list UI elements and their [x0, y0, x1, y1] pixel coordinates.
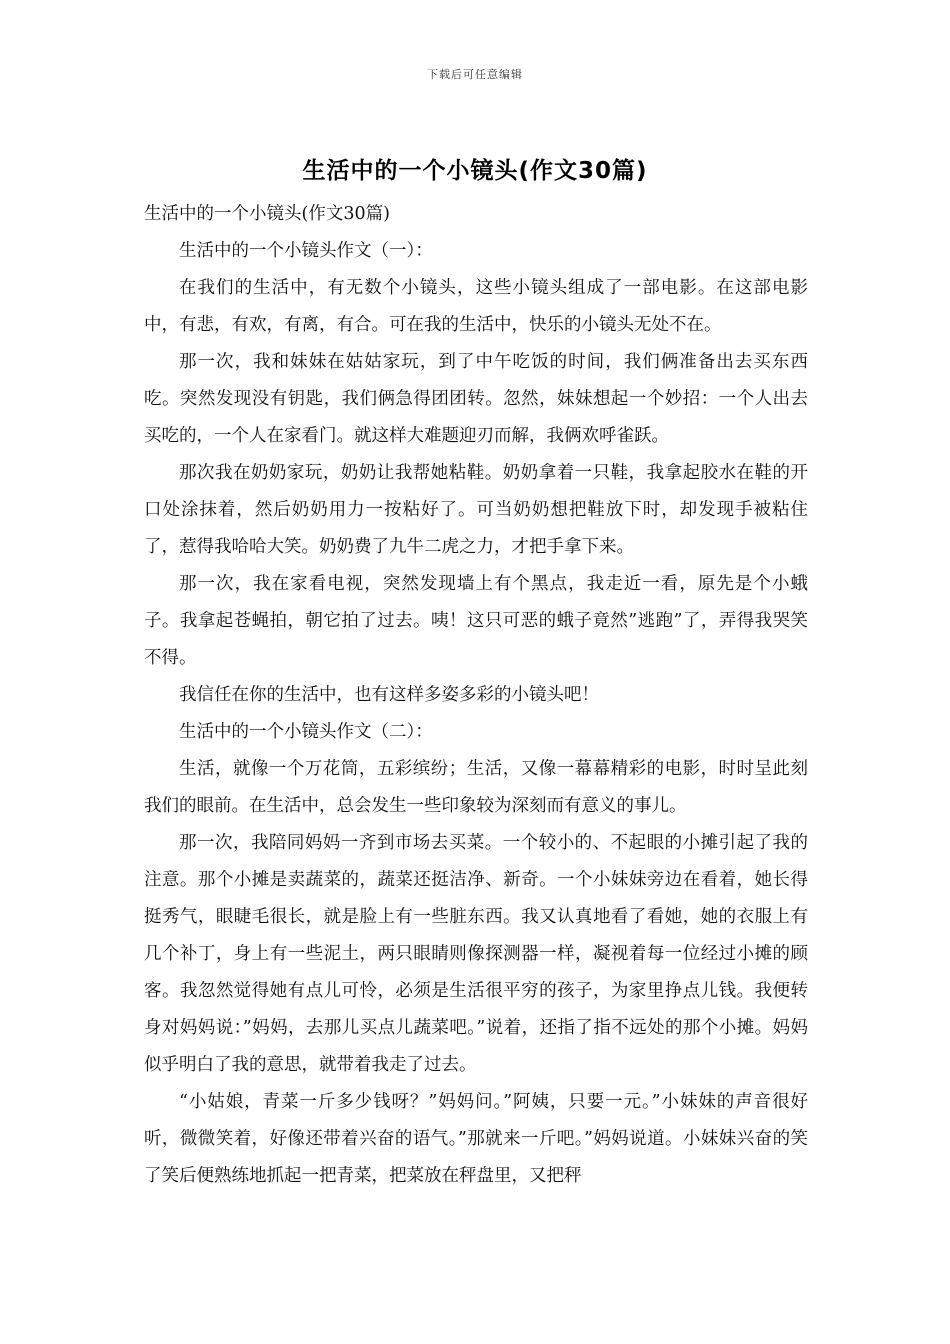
paragraph: 生活，就像一个万花筒，五彩缤纷；生活，又像一幕幕精彩的电影，时时呈此刻我们的眼前。在生活中，总会发生一些印象较为深刻而有意义的事儿。 — [144, 759, 808, 816]
document-subtitle: 生活中的一个小镜头(作文30篇) — [144, 204, 390, 224]
paragraph: 那一次，我陪同妈妈一齐到市场去买菜。一个较小的、不起眼的小摊引起了我的注意。那个小摊是卖蔬菜的，蔬菜还挺洁净、新奇。一个小妹妹旁边在看着，她长得挺秀气，眼睫毛很长，就是脸上有一些脏东西。我又认真地看了看她，她的衣服上有几个补丁，身上有一些泥土，两只眼睛则像探测器一样，凝视着每一位经过小摊的顾客。我忽然觉得她有点儿可怜，必须是生活很平穷的孩子，为家里挣点儿钱。我便转身对妈妈说：”妈妈，去那儿买点儿蔬菜吧。”说着，还指了指不远处的那个小摊。妈妈似乎明白了我的意思，就带着我走了过去。 — [144, 833, 808, 1075]
paragraph: 我信任在你的生活中，也有这样多姿多彩的小镜头吧！ — [179, 685, 599, 705]
section-heading: 生活中的一个小镜头作文（一）： — [179, 241, 433, 261]
paragraph: 那次我在奶奶家玩，奶奶让我帮她粘鞋。奶奶拿着一只鞋，我拿起胶水在鞋的开口处涂抹着，然后奶奶用力一按粘好了。可当奶奶想把鞋放下时，却发现手被粘住了，惹得我哈哈大笑。奶奶费了九牛二虎之力，才把手拿下来。 — [144, 463, 808, 557]
paragraph: 在我们的生活中，有无数个小镜头，这些小镜头组成了一部电影。在这部电影中，有悲，有欢，有离，有合。可在我的生活中，快乐的小镜头无处不在。 — [144, 278, 808, 335]
document-body — [144, 196, 808, 1195]
paragraph: 那一次，我在家看电视，突然发现墙上有个黑点，我走近一看，原先是个小蛾子。我拿起苍蝇拍，朝它拍了过去。咦！这只可恶的蛾子竟然”逃跑”了，弄得我哭笑不得。 — [144, 574, 808, 668]
section-heading: 生活中的一个小镜头作文（二）： — [179, 722, 433, 742]
paragraph: “小姑娘，青菜一斤多少钱呀？”妈妈问。”阿姨，只要一元。”小妹妹的声音很好听，微微笑着，好像还带着兴奋的语气。”那就来一斤吧。”妈妈说道。小妹妹兴奋的笑了笑后便熟练地抓起一把青菜，把菜放在秤盘里，又把秤 — [144, 1092, 808, 1186]
page-title: 生活中的一个小镜头(作文30篇) — [302, 158, 648, 184]
paragraph: 那一次，我和妹妹在姑姑家玩，到了中午吃饭的时间，我们俩准备出去买东西吃。突然发现没有钥匙，我们俩急得团团转。忽然，妹妹想起一个妙招：一个人出去买吃的，一个人在家看门。就这样大难题迎刃而解，我俩欢呼雀跃。 — [144, 352, 808, 446]
header-note: 下载后可任意编辑 — [427, 68, 523, 81]
